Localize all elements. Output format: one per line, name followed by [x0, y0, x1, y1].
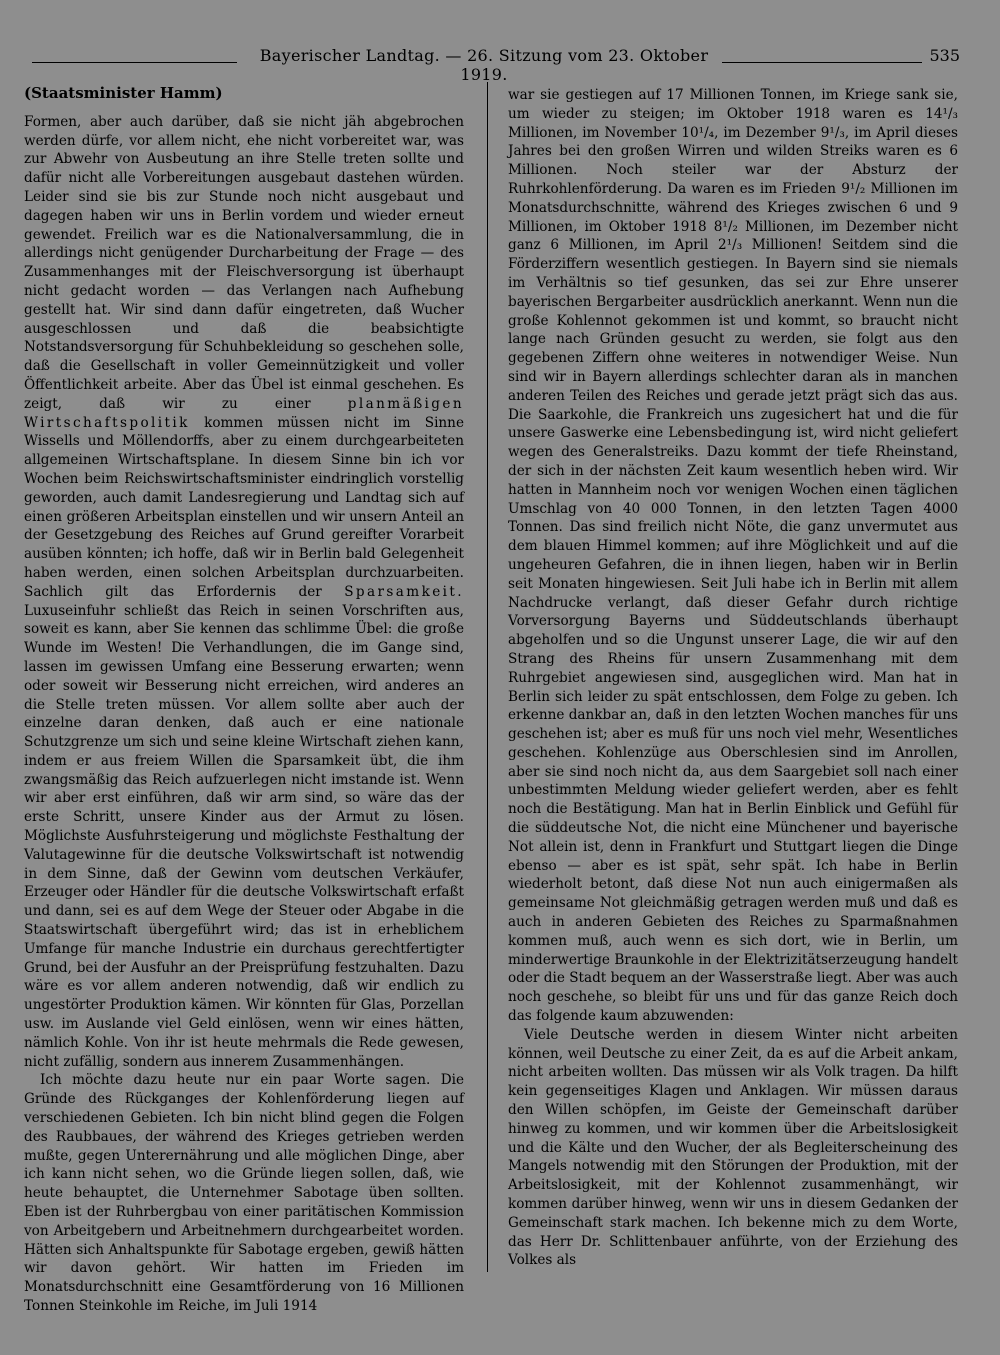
right-column [508, 86, 958, 1270]
running-title: Bayerischer Landtag. — 26. Sitzung vom 23. Oktober 1919. [259, 46, 709, 84]
left-p1-text-b: kommen müssen nicht im Sinne Wissells und Möllendorffs, aber zu einem durchgearbeiteten allgemeinen Wirtschaftsplane. In diesem Sinne bin ich vor Wochen beim Reichswirtschaftsminister eindringlich vorstellig geworden, auch damit Landesregierung und Landtag sich auf einen größeren Arbeitsplan einstellen und wir unsern Anteil an der Gesetzgebung des Reiches auf Grund gereifter Vorarbeit ausüben könnten; ich hoffe, daß wir in Berlin bald Gelegenheit haben werden, einen solchen Arbeitsplan durchzuarbeiten. Sachlich gilt das Erfordernis der [24, 414, 464, 600]
speaker-label: (Staatsminister Hamm) [24, 84, 223, 102]
header-rule-left [32, 62, 237, 63]
column-divider [487, 82, 488, 1272]
left-paragraph-1 [24, 113, 464, 1072]
right-paragraph-1: war sie gestiegen auf 17 Millionen Tonnen, im Kriege sank sie, um wieder zu steigen; im Oktober 1918 waren es 14¹/₃ Millionen, im November 10¹/₄, im Dezember 9¹/₃, im April dieses Jahres bei den großen Wirren und wilden Streiks waren es 6 Millionen. Noch steiler war der Absturz der Ruhrkohlenförderung. Da waren es im Frieden 9¹/₂ Millionen im Monatsdurchschnitte, während des Krieges zwischen 6 und 9 Millionen, im Oktober 1918 8¹/₂ Millionen, im Dezember nicht ganz 6 Millionen, im April 2¹/₃ Millionen! Seitdem sind die Förderziffern wesentlich gestiegen. In Bayern sind sie niemals im Verhältnis so tief gesunken, das sei zur Ehre unserer bayerischen Bergarbeiter ausdrücklich anerkannt. Wenn nun die große Kohlennot gekommen ist und kommt, so braucht nicht lange nach Gründen gesucht zu werden, sie folgt aus den gegebenen Ziffern ohne weiteres in notwendiger Weise. Nun sind wir in Bayern allerdings schlechter daran als in manchen anderen Teilen des Reiches und gerade jetzt prägt sich das aus. Die Saarkohle, die Frankreich uns zugesichert hat und die für unsere Gaswerke eine Lebensbedingung ist, wird nicht geliefert wegen des Generalstreiks. Dazu kommt der tiefe Rheinstand, der sich in der nächsten Zeit kaum wesentlich heben wird. Wir hatten in Mannheim noch vor wenigen Wochen einen täglichen Umschlag von 40 000 Tonnen, in den letzten Tagen 4000 Tonnen. Das sind freilich nicht Nöte, die ganz unvermutet aus dem blauen Himmel kommen; auf ihre Möglichkeit und auf die ungeheuren Gefahren, die in ihnen liegen, haben wir in Berlin seit Monaten hingewiesen. Seit Juli habe ich in Berlin mit allem Nachdrucke verlangt, daß dieser Gefahr durch richtige Vorversorgung Bayerns und Süddeutschlands überhaupt abgeholfen und so die Ungunst unserer Lage, die wir auf den Strang des Rheins für unsern Zusammenhang mit dem Ruhrgebiet angewiesen sind, ausgeglichen wird. Man hat in Berlin sich leider zu spät entschlossen, dem Folge zu geben. Ich erkenne dankbar an, daß in den letzten Wochen manches für uns geschehen ist; aber es muß für uns noch viel mehr, Wesentliches geschehen. Kohlenzüge aus Oberschlesien sind im Anrollen, aber sie sind noch nicht da, aus dem Saargebiet soll nach einer unbestimmten Meldung wieder geliefert werden, aber es fehlt noch die Bestätigung. Man hat in Berlin Einblick und Gefühl für die süddeutsche Not, die nicht eine Münchener und bayerische Not allein ist, denn in Frankfurt und Stuttgart liegen die Dinge ebenso — aber es ist spät, sehr spät. Ich habe in Berlin wiederholt betont, daß diese Not nun auch einigermaßen als gemeinsame Not gleichmäßig getragen werden muß und daß es auch in anderen Gebieten des Reiches zu Sparmaßnahmen kommen muß, auch wenn es sich dort, wie in Berlin, um minderwertige Braunkohle in der Elektrizitätserzeugung handelt oder die Stadt bequem an der Wasserstraße liegt. Aber was auch noch geschehe, so bleibt für uns und für das ganze Reich doch das folgende kaum abzuwenden: [508, 87, 958, 1025]
right-paragraph-2: Viele Deutsche werden in diesem Winter nicht arbeiten können, weil Deutsche zu einer Zeit, da es auf die Arbeit ankam, nicht arbeiten wollten. Das müssen wir als Volk tragen. Da hilft kein gegenseitiges Klagen und Anklagen. Wir müssen daraus den Willen schöpfen, im Geiste der Gemeinschaft darüber hinweg zu kommen, und wir kommen über die Arbeitslosigkeit und die Kälte und den Wucher, der als Begleiterscheinung des Mangels notwendig mit den Störungen der Produktion, mit der Arbeitslosigkeit, mit der Kohlennot zusammenhängt, wir kommen darüber hinweg, wenn wir uns in diesem Gedanken der Gemeinschaft stark machen. Ich bekenne mich zu dem Worte, das Herr Dr. Schlittenbauer anführte, von der Erziehung des Volkes als [508, 1026, 958, 1269]
left-column [24, 84, 464, 1316]
page-number: 535 [929, 46, 960, 65]
left-p1-text-c: Luxuseinfuhr schließt das Reich in seinen Vorschriften aus, soweit es kann, aber Sie kennen das schlimme Übel: die große Wunde im Westen! Die Verhandlungen, die im Gange sind, lassen im gewissen Umfang eine Besserung erwarten; wenn oder soweit wir Besserung nicht erreichen, wird anderes an die Stelle treten müssen. Vor allem sollte aber auch der einzelne daran denken, daß auch er eine nationale Schutzgrenze um sich und seine kleine Wirtschaft ziehen kann, indem er aus freiem Willen die Sparsamkeit übt, die ihm zwangsmäßig das Reich aufzuerlegen nicht imstande ist. Wenn wir aber erst einführen, daß wir arm sind, so wäre das der erste Schritt, unsere Kinder aus der Armut zu lösen. Möglichste Ausfuhrsteigerung und möglichste Festhaltung der Valutagewinne für die deutsche Volkswirtschaft ist notwendig in dem Sinne, daß der Gewinn vom deutschen Verkäufer, Erzeuger oder Händler für die deutsche Volkswirtschaft erfaßt und dann, sei es auf dem Wege der Steuer oder Abgabe in die Staatswirtschaft übergeführt wird; das ist in erheblichem Umfange für manche Industrie ein durchaus gerechtfertigter Grund, bei der Ausfuhr an der Preisprüfung festzuhalten. Dazu wäre es vor allem anderen notwendig, daß wir endlich zu ungestörter Produktion kämen. Wir könnten für Glas, Porzellan usw. im Auslande viel Geld einlösen, wenn wir eines hätten, nämlich Kohle. Von ihr ist heute mehrmals die Rede gewesen, nicht zufällig, sondern aus innerem Zusammenhängen. [24, 602, 464, 1070]
left-p1-text-a: Formen, aber auch darüber, daß sie nicht jäh abgebrochen werden dürfe, vor allem nicht, ehe nicht vorbereitet war, was zur Abwehr von Ausbeutung an ihre Stelle treten sollte und dafür nicht alle Vorbereitungen ausgebaut dastehen würden. Leider sind sie bis zur Stunde noch nicht ausgebaut und dagegen haben wir uns in Berlin vordem und wieder erneut gewendet. Freilich war es die Nationalversammlung, die in allerdings nicht genügender Durcharbeitung der Frage — des Zusammenhanges mit der Fleischversorgung ist überhaupt nicht gedacht worden — das Verlangen nach Aufhebung gestellt hat. Wir sind dann dafür eingetreten, daß Wucher ausgeschlossen und daß die beabsichtigte Notstandsversorgung für Schuhbekleidung so geschehen solle, daß die Gesellschaft in voller Gemeinnützigkeit und voller Öffentlichkeit arbeite. Aber das Übel ist einmal geschehen. Es zeigt, daß wir zu einer [24, 113, 464, 412]
header-rule-right [722, 62, 922, 63]
left-paragraph-2: Ich möchte dazu heute nur ein paar Worte sagen. Die Gründe des Rückganges der Kohlenförderung liegen auf verschiedenen Gebieten. Ich bin nicht blind gegen die Folgen des Raubbaues, der während des Krieges getrieben werden mußte, gegen Unterernährung und alle möglichen Dinge, aber ich kann nicht sehen, wo die Gründe liegen sollen, daß, wie heute behauptet, die Unternehmer Sabotage üben sollten. Eben ist der Ruhrbergbau von einer paritätischen Kommission von Arbeitgebern und Arbeitnehmern durchgearbeitet worden. Hätten sich Anhaltspunkte für Sabotage ergeben, gewiß hätten wir davon gehört. Wir hatten im Frieden im Monatsdurchschnitt eine Gesamtförderung von 16 Millionen Tonnen Steinkohle im Reiche, im Juli 1914 [24, 1072, 464, 1314]
left-p1-spaced-phrase-1: planmäßigen Wirtschaftspolitik [24, 395, 464, 431]
left-p1-spaced-phrase-2: Sparsamkeit. [344, 583, 464, 600]
page-header [22, 42, 960, 84]
